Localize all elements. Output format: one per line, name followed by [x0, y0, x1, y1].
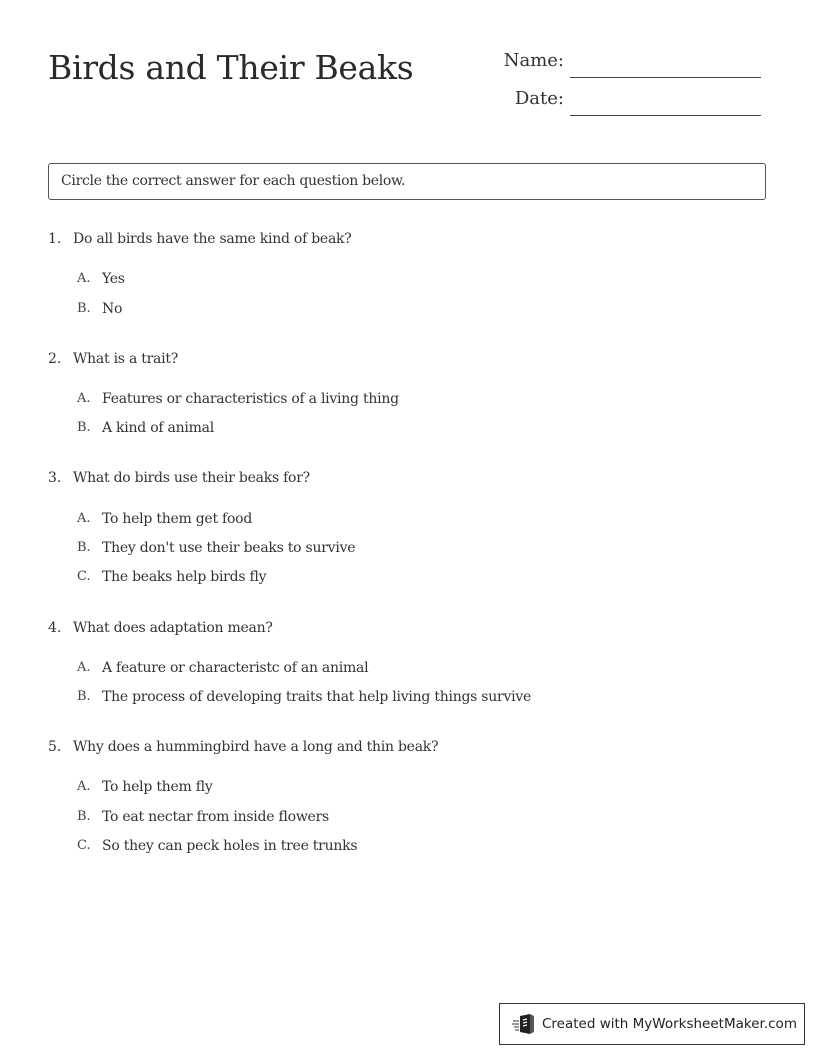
- option-text: To help them get food: [102, 511, 253, 527]
- option-text: They don't use their beaks to survive: [102, 540, 356, 556]
- option-letter: A.: [77, 391, 91, 406]
- option-text: The beaks help birds fly: [102, 569, 267, 585]
- option-letter: B.: [77, 420, 91, 435]
- name-label: Name:: [503, 50, 564, 71]
- option-text: Features or characteristics of a living thing: [102, 391, 399, 407]
- option-letter: B.: [77, 809, 91, 824]
- question-number: 1.: [48, 231, 62, 247]
- worksheet-logo-icon: [512, 1013, 536, 1035]
- option-text: To eat nectar from inside flowers: [102, 809, 329, 825]
- option-text: To help them fly: [102, 779, 213, 795]
- option-letter: A.: [77, 779, 91, 794]
- option-text: So they can peck holes in tree trunks: [102, 838, 358, 854]
- option-text: A feature or characteristc of an animal: [102, 660, 369, 676]
- instructions-box: Circle the correct answer for each question below.: [48, 163, 766, 200]
- date-blank-line[interactable]: [570, 115, 761, 116]
- question-text: What is a trait?: [73, 351, 179, 367]
- footer-credit-badge[interactable]: [499, 1003, 805, 1045]
- footer-credit-text: Created with MyWorksheetMaker.com: [542, 1016, 797, 1032]
- question-number: 5.: [48, 739, 62, 755]
- option-text: The process of developing traits that help living things survive: [102, 689, 532, 705]
- question-text: What does adaptation mean?: [73, 620, 273, 636]
- option-letter: B.: [77, 540, 91, 555]
- question-number: 4.: [48, 620, 62, 636]
- question-text: Do all birds have the same kind of beak?: [73, 231, 352, 247]
- option-letter: A.: [77, 511, 91, 526]
- question-number: 3.: [48, 470, 62, 486]
- date-field: [500, 88, 761, 110]
- name-blank-line[interactable]: [570, 77, 761, 78]
- option-text: No: [102, 301, 123, 317]
- option-letter: B.: [77, 301, 91, 316]
- option-letter: B.: [77, 689, 91, 704]
- name-field: [500, 50, 761, 72]
- option-text: A kind of animal: [102, 420, 214, 436]
- option-letter: A.: [77, 271, 91, 286]
- option-letter: C.: [77, 569, 91, 584]
- worksheet-title: Birds and Their Beaks: [48, 48, 414, 87]
- date-label: Date:: [514, 88, 564, 109]
- question-number: 2.: [48, 351, 62, 367]
- option-letter: C.: [77, 838, 91, 853]
- question-text: What do birds use their beaks for?: [73, 470, 310, 486]
- option-text: Yes: [102, 271, 125, 287]
- option-letter: A.: [77, 660, 91, 675]
- question-text: Why does a hummingbird have a long and thin beak?: [73, 739, 439, 755]
